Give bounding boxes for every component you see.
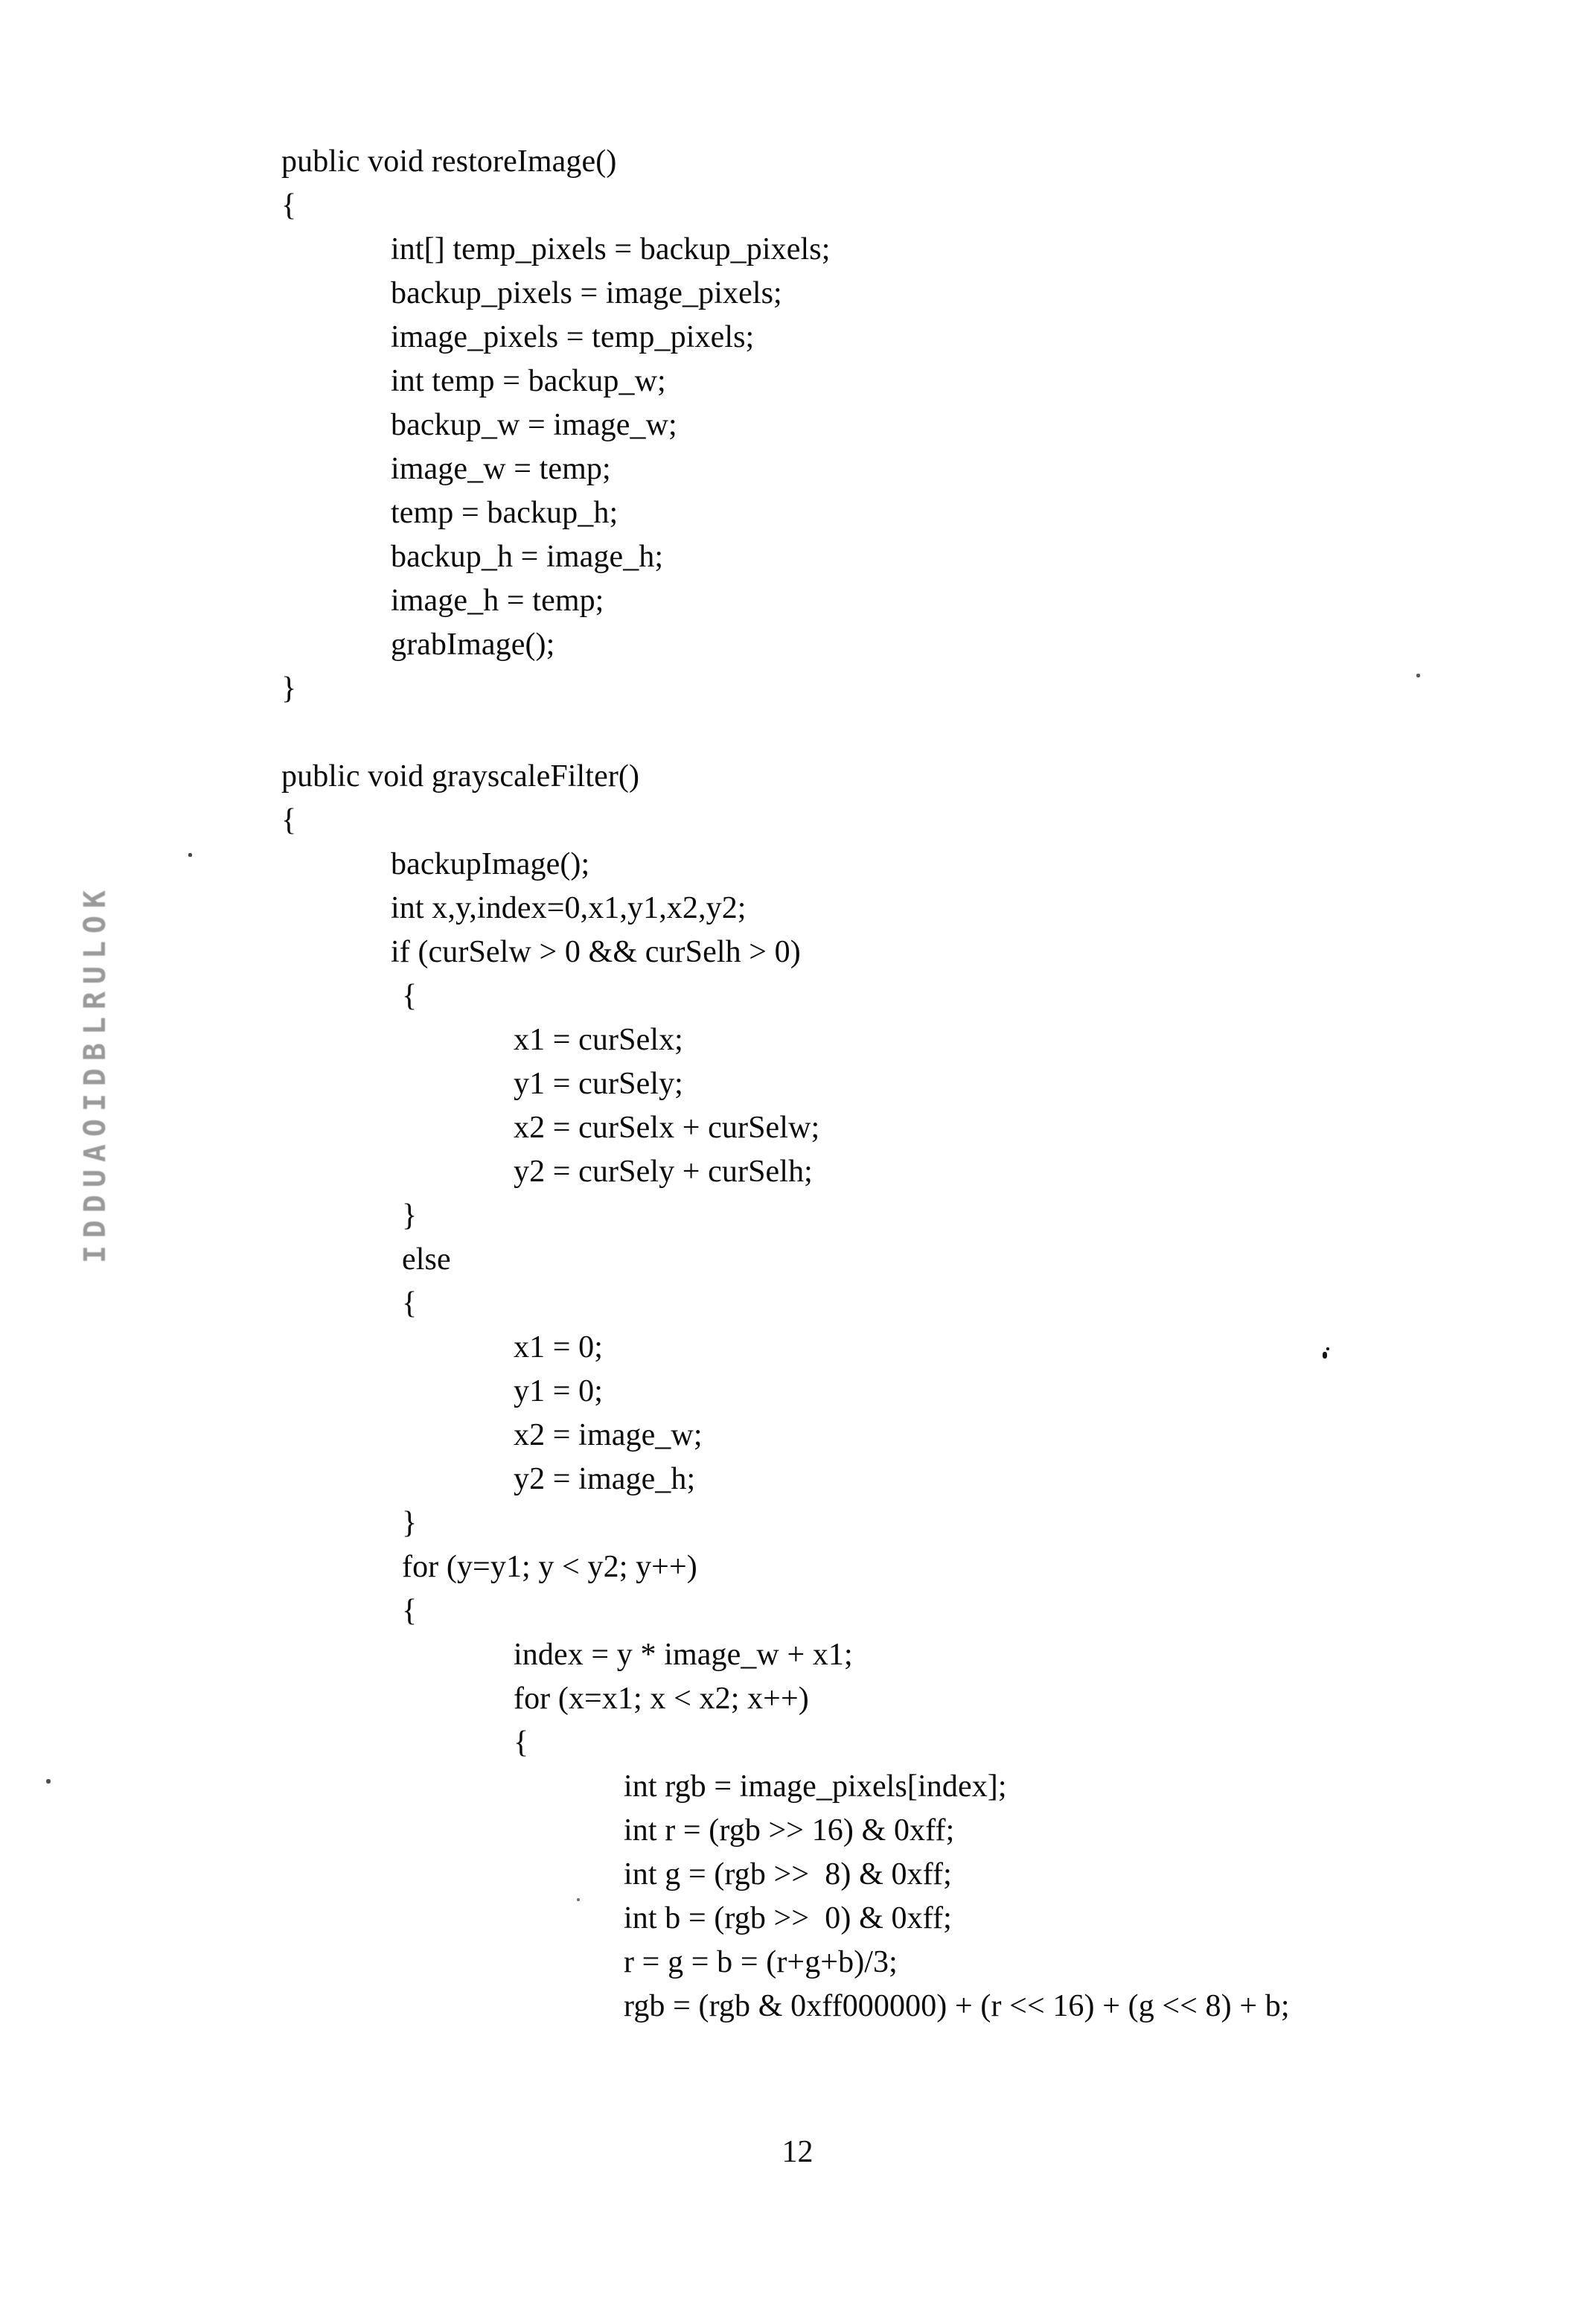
page-number: 12 bbox=[781, 2135, 814, 2169]
code-line: y2 = curSely + curSelh; bbox=[514, 1155, 813, 1189]
code-line: index = y * image_w + x1; bbox=[514, 1638, 853, 1672]
code-line: image_h = temp; bbox=[391, 584, 604, 618]
code-line: int temp = backup_w; bbox=[391, 364, 666, 398]
code-line: int b = (rgb >> 0) & 0xff; bbox=[624, 1901, 952, 1935]
margin-stamp-character: I bbox=[78, 1245, 112, 1264]
code-line: temp = backup_h; bbox=[391, 496, 618, 530]
margin-stamp-character: D bbox=[78, 1195, 112, 1213]
code-line: y2 = image_h; bbox=[514, 1462, 696, 1496]
margin-stamp-character: R bbox=[78, 992, 112, 1010]
code-line: } bbox=[402, 1506, 418, 1540]
code-line: int x,y,index=0,x1,y1,x2,y2; bbox=[391, 891, 747, 925]
code-line: r = g = b = (r+g+b)/3; bbox=[624, 1945, 898, 1979]
code-line: backup_h = image_h; bbox=[391, 540, 664, 574]
margin-stamp-character: L bbox=[78, 941, 112, 960]
code-line: y1 = curSely; bbox=[514, 1067, 683, 1101]
code-line: } bbox=[402, 1198, 418, 1233]
margin-stamp-character: I bbox=[78, 1093, 112, 1111]
code-line: { bbox=[402, 1594, 418, 1628]
margin-stamp-character: O bbox=[78, 1118, 112, 1137]
code-line: for (x=x1; x < x2; x++) bbox=[514, 1682, 809, 1716]
margin-stamp-character: D bbox=[78, 1067, 112, 1086]
code-line: public void grayscaleFilter() bbox=[281, 759, 640, 794]
code-line: if (curSelw > 0 && curSelh > 0) bbox=[391, 935, 801, 969]
code-line: image_pixels = temp_pixels; bbox=[391, 320, 755, 354]
code-line: int g = (rgb >> 8) & 0xff; bbox=[624, 1857, 952, 1892]
code-line: x2 = curSelx + curSelw; bbox=[514, 1111, 820, 1145]
code-line: int rgb = image_pixels[index]; bbox=[624, 1769, 1007, 1804]
margin-stamp-character: O bbox=[78, 916, 112, 934]
code-line: backup_w = image_w; bbox=[391, 408, 677, 442]
code-line: public void restoreImage() bbox=[281, 144, 617, 179]
code-line: { bbox=[281, 803, 297, 837]
code-line: x1 = curSelx; bbox=[514, 1023, 683, 1057]
code-line: y1 = 0; bbox=[514, 1374, 604, 1408]
margin-stamp-character: D bbox=[78, 1220, 112, 1239]
margin-stamp-character: B bbox=[78, 1042, 112, 1061]
code-line: { bbox=[514, 1726, 529, 1760]
margin-stamp-character: A bbox=[78, 1143, 112, 1163]
code-line: backupImage(); bbox=[391, 847, 590, 881]
code-line: } bbox=[281, 671, 297, 706]
code-line: else bbox=[402, 1242, 451, 1277]
code-line: backup_pixels = image_pixels; bbox=[391, 276, 782, 310]
code-line: { bbox=[281, 188, 297, 223]
margin-stamp-character: L bbox=[78, 1017, 112, 1035]
code-line: x1 = 0; bbox=[514, 1330, 604, 1364]
code-line: { bbox=[402, 979, 418, 1013]
code-line-blank bbox=[0, 711, 1595, 755]
code-line: grabImage(); bbox=[391, 628, 555, 662]
margin-stamp-character: K bbox=[78, 890, 112, 909]
code-line: { bbox=[402, 1286, 418, 1321]
code-line: int[] temp_pixels = backup_pixels; bbox=[391, 232, 831, 266]
code-line: for (y=y1; y < y2; y++) bbox=[402, 1550, 697, 1584]
code-listing bbox=[0, 140, 1595, 2028]
code-line: x2 = image_w; bbox=[514, 1418, 703, 1452]
code-line: int r = (rgb >> 16) & 0xff; bbox=[624, 1813, 955, 1848]
margin-stamp-character: U bbox=[78, 966, 112, 985]
margin-stamp-character: U bbox=[78, 1169, 112, 1188]
code-line: rgb = (rgb & 0xff000000) + (r << 16) + (g << 8) + b; bbox=[624, 1989, 1290, 2023]
code-line: image_w = temp; bbox=[391, 452, 611, 486]
